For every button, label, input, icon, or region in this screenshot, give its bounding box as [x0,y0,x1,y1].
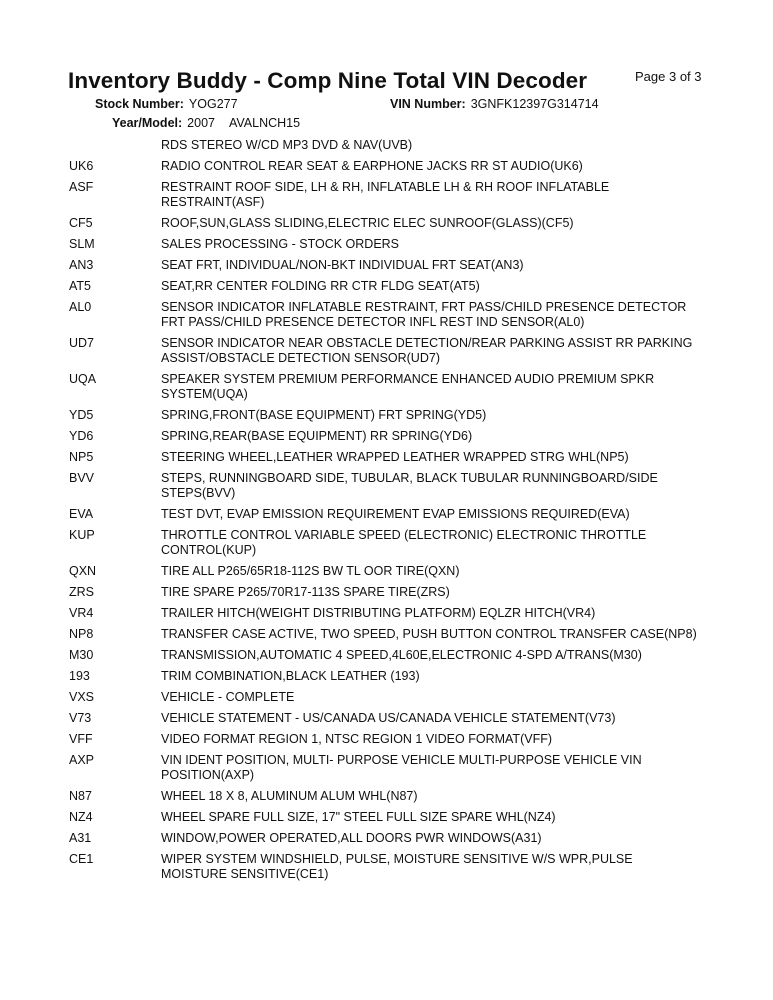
option-row [0,732,773,747]
option-code: UQA [69,372,97,386]
option-row [0,408,773,423]
option-row [0,789,773,804]
option-code: VXS [69,690,95,704]
option-row [0,507,773,522]
option-code: YD6 [69,429,94,443]
option-row [0,648,773,663]
option-code: AL0 [69,300,92,314]
option-row [0,852,773,882]
option-row [0,216,773,231]
option-row [0,606,773,621]
option-row [0,450,773,465]
option-code: VFF [69,732,93,746]
option-description: SENSOR INDICATOR NEAR OBSTACLE DETECTION/REAR PARKING ASSIST RR PARKING ASSIST/OBSTACLE DETECTION SENSOR(UD7) [161,336,693,365]
option-row [0,810,773,825]
option-row [0,372,773,402]
option-description: SENSOR INDICATOR INFLATABLE RESTRAINT, FRT PASS/CHILD PRESENCE DETECTOR FRT PASS/CHILD PRESENCE DETECTOR INFL REST IND SENSOR(AL0) [161,300,687,329]
option-code: N87 [69,789,92,803]
option-row [0,237,773,252]
option-row [0,336,773,366]
option-row [0,429,773,444]
option-code: A31 [69,831,92,845]
option-description: TIRE SPARE P265/70R17-113S SPARE TIRE(ZRS) [161,585,450,599]
option-code: BVV [69,471,95,485]
stock-number-field [95,97,238,111]
option-description: RESTRAINT ROOF SIDE, LH & RH, INFLATABLE LH & RH ROOF INFLATABLE RESTRAINT(ASF) [161,180,610,209]
option-description: SPRING,FRONT(BASE EQUIPMENT) FRT SPRING(YD5) [161,408,487,422]
option-description: STEERING WHEEL,LEATHER WRAPPED LEATHER WRAPPED STRG WHL(NP5) [161,450,629,464]
option-description: VEHICLE - COMPLETE [161,690,295,704]
option-row [0,300,773,330]
option-row [0,180,773,210]
option-description: TEST DVT, EVAP EMISSION REQUIREMENT EVAP EMISSIONS REQUIRED(EVA) [161,507,630,521]
option-code: CF5 [69,216,93,230]
option-code: M30 [69,648,94,662]
option-description: WIPER SYSTEM WINDSHIELD, PULSE, MOISTURE SENSITIVE W/S WPR,PULSE MOISTURE SENSITIVE(CE1) [161,852,633,881]
option-row [0,564,773,579]
option-description: TRANSMISSION,AUTOMATIC 4 SPEED,4L60E,ELECTRONIC 4-SPD A/TRANS(M30) [161,648,642,662]
option-description: TRAILER HITCH(WEIGHT DISTRIBUTING PLATFORM) EQLZR HITCH(VR4) [161,606,596,620]
option-row [0,669,773,684]
stock-number-value: YOG277 [188,97,238,111]
option-row [0,711,773,726]
option-description: VIDEO FORMAT REGION 1, NTSC REGION 1 VIDEO FORMAT(VFF) [161,732,552,746]
page-number: Page 3 of 3 [635,69,702,84]
option-code: V73 [69,711,92,725]
option-description: STEPS, RUNNINGBOARD SIDE, TUBULAR, BLACK TUBULAR RUNNINGBOARD/SIDE STEPS(BVV) [161,471,658,500]
option-row [0,138,773,153]
option-code: UK6 [69,159,94,173]
option-row [0,690,773,705]
option-description: THROTTLE CONTROL VARIABLE SPEED (ELECTRONIC) ELECTRONIC THROTTLE CONTROL(KUP) [161,528,647,557]
option-row [0,528,773,558]
option-code: AXP [69,753,95,767]
option-code: NP8 [69,627,94,641]
option-code: ASF [69,180,94,194]
option-code: EVA [69,507,94,521]
vin-number-label: VIN Number: [390,97,466,111]
option-description: RDS STEREO W/CD MP3 DVD & NAV(UVB) [161,138,413,152]
option-code: AN3 [69,258,94,272]
option-description: SEAT,RR CENTER FOLDING RR CTR FLDG SEAT(AT5) [161,279,480,293]
option-description: WHEEL SPARE FULL SIZE, 17" STEEL FULL SIZE SPARE WHL(NZ4) [161,810,556,824]
option-description: RADIO CONTROL REAR SEAT & EARPHONE JACKS RR ST AUDIO(UK6) [161,159,583,173]
option-description: SEAT FRT, INDIVIDUAL/NON-BKT INDIVIDUAL FRT SEAT(AN3) [161,258,524,272]
option-row [0,258,773,273]
year-model-field [112,116,300,130]
option-code: CE1 [69,852,94,866]
option-row [0,159,773,174]
option-description: ROOF,SUN,GLASS SLIDING,ELECTRIC ELEC SUNROOF(GLASS)(CF5) [161,216,574,230]
option-description: VEHICLE STATEMENT - US/CANADA US/CANADA VEHICLE STATEMENT(V73) [161,711,616,725]
option-code: VR4 [69,606,94,620]
page-title: Inventory Buddy - Comp Nine Total VIN Decoder [68,68,588,93]
model-value: AVALNCH15 [228,116,301,130]
option-code: NP5 [69,450,94,464]
stock-number-label: Stock Number: [95,97,184,111]
option-description: TRANSFER CASE ACTIVE, TWO SPEED, PUSH BUTTON CONTROL TRANSFER CASE(NP8) [161,627,697,641]
option-description: WINDOW,POWER OPERATED,ALL DOORS PWR WINDOWS(A31) [161,831,542,845]
option-code: KUP [69,528,95,542]
option-code: SLM [69,237,95,251]
option-row [0,627,773,642]
option-code: 193 [69,669,90,683]
option-code: UD7 [69,336,95,350]
option-description: SPRING,REAR(BASE EQUIPMENT) RR SPRING(YD6) [161,429,473,443]
option-description: SALES PROCESSING - STOCK ORDERS [161,237,400,251]
option-row [0,279,773,294]
option-row [0,831,773,846]
vin-number-value: 3GNFK12397G314714 [470,97,599,111]
year-value: 2007 [187,116,215,130]
option-code: YD5 [69,408,94,422]
option-code: AT5 [69,279,91,293]
vin-number-field [390,97,599,111]
option-description: WHEEL 18 X 8, ALUMINUM ALUM WHL(N87) [161,789,418,803]
option-code: ZRS [69,585,94,599]
option-row [0,471,773,501]
option-code: NZ4 [69,810,93,824]
option-row [0,585,773,600]
year-model-label: Year/Model: [112,116,183,130]
option-code: QXN [69,564,97,578]
option-description: TIRE ALL P265/65R18-112S BW TL OOR TIRE(QXN) [161,564,460,578]
option-description: VIN IDENT POSITION, MULTI- PURPOSE VEHICLE MULTI-PURPOSE VEHICLE VIN POSITION(AXP) [161,753,642,782]
option-description: SPEAKER SYSTEM PREMIUM PERFORMANCE ENHANCED AUDIO PREMIUM SPKR SYSTEM(UQA) [161,372,655,401]
option-description: TRIM COMBINATION,BLACK LEATHER (193) [161,669,420,683]
option-code-list [0,138,773,882]
option-row [0,753,773,783]
